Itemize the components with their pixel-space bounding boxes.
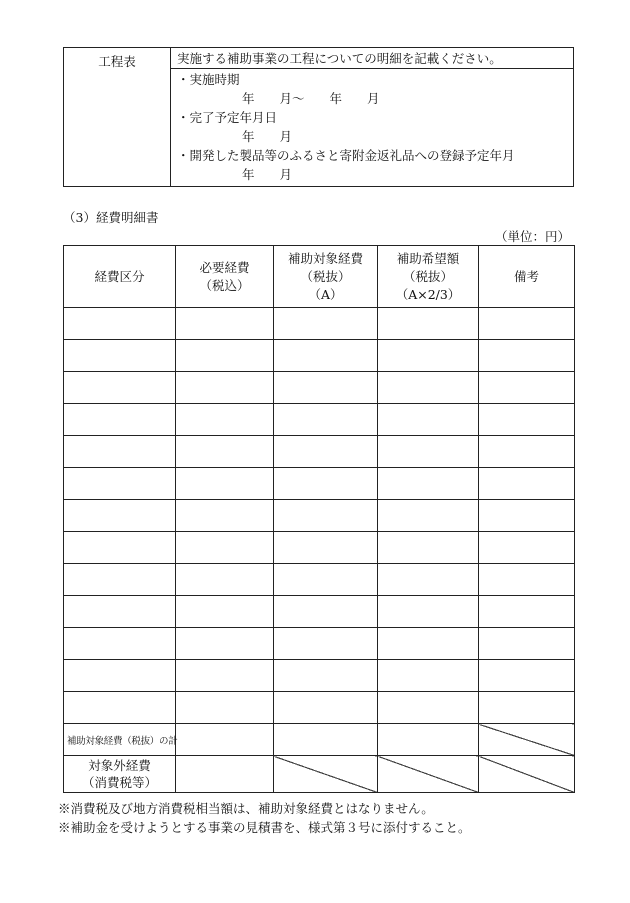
remarks-cell[interactable] [479,564,575,596]
header-requested-line1: 補助希望額 [396,250,460,266]
cost-table-body [64,308,575,793]
requested-cell[interactable] [378,372,479,404]
header-subsidy-target [274,246,378,308]
total-remarks-disabled-cell [479,724,575,756]
category-cell[interactable] [64,564,176,596]
remarks-cell[interactable] [479,596,575,628]
remarks-cell[interactable] [479,628,575,660]
remarks-cell[interactable] [479,436,575,468]
completion-value: 年 月 [242,129,293,144]
process-table-header: 工程表 [64,48,171,187]
required-cell[interactable] [176,564,274,596]
remarks-cell[interactable] [479,532,575,564]
subsidy-cell[interactable] [274,468,378,500]
required-cell[interactable] [176,596,274,628]
total-requested-cell[interactable] [378,724,479,756]
requested-cell[interactable] [378,564,479,596]
registration-value: 年 月 [242,167,293,182]
requested-cell[interactable] [378,692,479,724]
required-cell[interactable] [176,372,274,404]
remarks-cell[interactable] [479,308,575,340]
table-row [64,404,575,436]
category-cell[interactable] [64,372,176,404]
header-subsidy-line2: （税抜） [300,268,351,284]
table-row [64,660,575,692]
subsidy-cell[interactable] [274,372,378,404]
remarks-cell[interactable] [479,692,575,724]
remarks-cell[interactable] [479,404,575,436]
remarks-cell[interactable] [479,340,575,372]
subsidy-cell[interactable] [274,340,378,372]
subsidy-cell[interactable] [274,532,378,564]
excluded-line2: （消費税等） [81,775,157,790]
process-description: 実施する補助事業の工程についての明細を記載ください。 [171,48,574,69]
required-cell[interactable] [176,436,274,468]
category-cell[interactable] [64,628,176,660]
requested-cell[interactable] [378,596,479,628]
excluded-line1: 対象外経費 [88,758,151,773]
category-cell[interactable] [64,660,176,692]
note-tax: ※消費税及び地方消費税相当額は、補助対象経費とはなりません。 [58,801,434,816]
requested-cell[interactable] [378,532,479,564]
required-cell[interactable] [176,532,274,564]
table-row [64,692,575,724]
subsidy-cell[interactable] [274,596,378,628]
subsidy-cell[interactable] [274,628,378,660]
unit-label: （単位：円） [494,229,570,244]
requested-cell[interactable] [378,308,479,340]
total-required-cell[interactable] [176,724,274,756]
table-row [64,596,575,628]
required-cell[interactable] [176,468,274,500]
excluded-remarks-disabled-cell [479,756,575,793]
category-cell[interactable] [64,532,176,564]
remarks-cell[interactable] [479,372,575,404]
required-cell[interactable] [176,692,274,724]
excluded-label [64,756,176,793]
required-cell[interactable] [176,340,274,372]
requested-cell[interactable] [378,468,479,500]
category-cell[interactable] [64,692,176,724]
cost-table [63,245,575,793]
requested-cell[interactable] [378,340,479,372]
table-row [64,436,575,468]
implementation-period-label: ・実施時期 [177,72,240,87]
category-cell[interactable] [64,500,176,532]
category-cell[interactable] [64,596,176,628]
table-row [64,564,575,596]
requested-cell[interactable] [378,436,479,468]
table-row [64,340,575,372]
table-row [64,628,575,660]
category-cell[interactable] [64,340,176,372]
note-estimate: ※補助金を受けようとする事業の見積書を、様式第３号に添付すること。 [58,820,471,835]
remarks-cell[interactable] [479,500,575,532]
table-row [64,372,575,404]
subsidy-cell[interactable] [274,660,378,692]
subsidy-cell[interactable] [274,692,378,724]
subsidy-cell[interactable] [274,308,378,340]
category-cell[interactable] [64,468,176,500]
header-required-line2: （税込） [199,277,250,293]
table-row [64,308,575,340]
header-requested-line3: （A×2/3） [395,286,461,302]
header-subsidy-line1: 補助対象経費 [287,250,363,266]
notes [58,799,471,837]
excluded-subsidy-disabled-cell [274,756,378,793]
requested-cell[interactable] [378,404,479,436]
category-cell[interactable] [64,308,176,340]
subsidy-cell[interactable] [274,404,378,436]
excluded-row [64,756,575,793]
remarks-cell[interactable] [479,660,575,692]
header-requested-amount [378,246,479,308]
required-cell[interactable] [176,660,274,692]
table-row [64,468,575,500]
total-subsidy-cell[interactable] [274,724,378,756]
header-required-line1: 必要経費 [199,259,250,275]
category-cell[interactable] [64,436,176,468]
cost-table-header-row [64,246,575,308]
total-label: 補助対象経費（税抜）の計 [64,724,176,756]
header-remarks: 備考 [479,246,575,308]
required-cell[interactable] [176,404,274,436]
table-row [64,500,575,532]
subsidy-cell[interactable] [274,436,378,468]
header-subsidy-line3: （A） [308,286,343,302]
header-requested-line2: （税抜） [402,268,453,284]
excluded-requested-disabled-cell [378,756,479,793]
process-table [63,47,574,187]
total-row [64,724,575,756]
category-cell[interactable] [64,404,176,436]
required-cell[interactable] [176,500,274,532]
implementation-period-value: 年 月～ 年 月 [242,91,380,106]
subsidy-cell[interactable] [274,564,378,596]
remarks-cell[interactable] [479,468,575,500]
process-details [171,69,574,187]
required-cell[interactable] [176,628,274,660]
excluded-required-cell[interactable] [176,756,274,793]
requested-cell[interactable] [378,500,479,532]
table-row [64,532,575,564]
section-title: （3）経費明細書 [63,210,159,225]
required-cell[interactable] [176,308,274,340]
registration-label: ・開発した製品等のふるさと寄附金返礼品への登録予定年月 [177,148,515,163]
requested-cell[interactable] [378,628,479,660]
subsidy-cell[interactable] [274,500,378,532]
header-category: 経費区分 [64,246,176,308]
completion-label: ・完了予定年月日 [177,110,278,125]
requested-cell[interactable] [378,660,479,692]
header-required-cost [176,246,274,308]
